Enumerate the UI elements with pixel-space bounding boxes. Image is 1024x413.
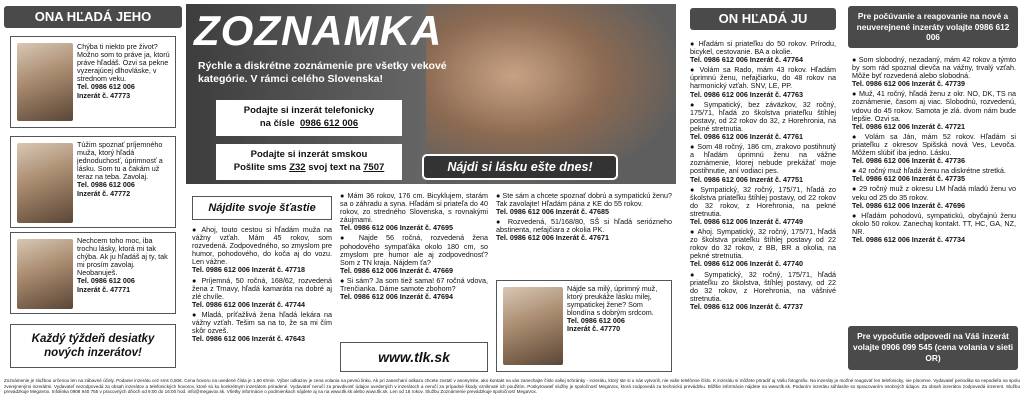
c3-ad-1-tel: Tel. 0986 612 006 Inzerát č. 47685: [496, 207, 609, 217]
fr-ad-3-text: ● Volám sa Ján, mám 52 rokov. Hľadám si priateľku z okresov Spišská nová Ves, Levoča. Môžem slúbiť iba jedno. Lásku.: [852, 131, 1016, 158]
c2-ad-1-text: ● Mám 36 rokov, 176 cm. Bicyklujem, starám sa o záhradu a syna. Hľadám si priateľa do 40 rokov, zo stredného Slovenska, s rovnakými záujmami.: [340, 191, 488, 225]
c1-ad-3-tel: Tel. 0986 612 006 Inzerát č. 47643: [192, 334, 305, 344]
sms-order-box: [216, 144, 402, 180]
left-ad-1-tel: Tel. 0986 612 006: [77, 82, 135, 92]
left-ad-1-text: Chýba ti niekto pre život? Možno som to práve ja, ktorú práve hľadáš. Ozvi sa pekne vyzerajúcej dlhovláske, v strednom veku.: [77, 42, 170, 84]
c1-ad-3-text: ● Mladá, príťažlivá žena hľadá lekára na vážny vzťah. Tešim sa na to, že sa mi čím skôr ozveš.: [192, 309, 332, 336]
c3-ad-2-tel: Tel. 0986 612 006 Inzerát č. 47671: [496, 233, 609, 243]
r-ad-2-text: ● Volám sa Rado, mám 43 rokov. Hľadám úprimnú ženu, nefajčiarku, do 48 rokov na harmonický vzťah. SNV, LE, PP.: [690, 65, 836, 91]
banner-subtitle: Rýchle a diskrétne zoznámenie pre všetky vekové kategórie. V rámci celého Slovenska!: [198, 60, 447, 85]
r-ad-1-tel: Tel. 0986 612 006 Inzerát č. 47764: [690, 55, 803, 65]
c1-ad-1-text: ● Ahoj, touto cestou si hľadám muža na vážny vzťah. Mám 45 rokov, som rozvedená. Zodpovedného, so zmyslom pre humor, pohodového, do koča aj do vozu. Len vážne.: [192, 225, 332, 267]
legal-footer: Zoznámenie je službou určenou len na zábavné účely. Podanie inzerátu cez sms 0,50€. Cena hovoru na uvedené čísla je 1,60 €/min. Výber odkazov je cena volania na pevnú linku. Ak pri zanechaní odkazu chcete zostať v anonymite, ako kontakt na vás zanechajte číslo vašej schránky - inzerátu, ktorý ste si u nás vytvorili, nie vaše telefónne číslo. K inzerátu si môžete priradiť aj Vašu fotografiu. Na inzeráty je možné reagovať len telefonicky, nie písomne. Vydavateľ periodika sa nepodieľa na spolu zverejnenými inzerátmi. Vydavateľ nezodpovedá za obsah inzerátov a telefonických hovorov, ktoré sú ku konkrétnym inzerátom priradené. Vydavateľ neručí za pravdivosť údajov uvedených v inzerátoch a neručí za prípadné škody vzniknuté ich použitím. Poskytovateľ služby je spoločnosť MegaVox, ktorá zodpovedá za technickú prevádzku. Bližšie informácie nájdete na www.tlk.sk. Podaním inzerátu súhlasíte so spracovaním osobných údajov. Za obsah inzerátov zodpovedá inzerent. Službu prevádzkuje MegaVox. Infolinka 0908 940 755 v pracovných dňoch od 9:00 do 16:00 hod. info@megavox.sk. Všetky informácie o podmienkach nájdete aj na na www.tlk.sk alebo www.tlk.sk. Len od 18 rokov. Službu Zoznámenie prevádzkuje spoločnosť MegaVox.: [4, 378, 1020, 395]
c1-ad-1-tel: Tel. 0986 612 006 Inzerát č. 47718: [192, 265, 305, 275]
r-ad-5-tel: Tel. 0986 612 006 Inzerát č. 47749: [690, 216, 803, 226]
c3-ad-2-text: ● Rozvedená, 51/168/80, SŠ si hľadá seriózneho abstinenta, nefajčiara z okolia PK.: [496, 217, 672, 235]
center-heading: Nájdite svoje šťastie: [208, 202, 316, 214]
woman-photo-2: [17, 143, 73, 223]
sms-number: 7507: [363, 162, 385, 173]
left-ad-3-tel: Tel. 0986 612 006: [77, 276, 135, 286]
c1-ad-2-text: ● Príjemná, 50 ročná, 168/62, rozvedená žena z Trnavy, hľadá kamaráta na dobré aj zlé chvíle.: [192, 275, 332, 301]
left-ad-2-tel: Tel. 0986 612 006: [77, 180, 135, 190]
r-ad-2-tel: Tel. 0986 612 006 Inzerát č. 47763: [690, 89, 803, 99]
r-ad-6-tel: Tel. 0986 612 006 Inzerát č. 47740: [690, 259, 803, 269]
banner-title: ZOZNAMKA: [194, 7, 443, 54]
left-promo-text: Každý týždeň desiatky nových inzerátov!: [31, 333, 155, 359]
website-box: [340, 342, 488, 372]
left-ad-3: [10, 232, 176, 314]
r-ad-1-text: ● Hľadám si priateľku do 50 rokov. Prírodu, bicykel, cestovanie. BA a okolie.: [690, 39, 836, 57]
c3-ad-1-text: ● Ste sám a chcete spoznať dobrú a sympatickú ženu? Tak zavolajte! Hľadám pána z KE do 55 rokov.: [496, 191, 672, 209]
fr-ad-2-text: ● Muž, 41 ročný, hľadá ženu z okr. NO, DK, TS na zoznámenie, časom aj viac. Slobodnú, rozvedenú, vdovu do 45 rokov. Samota je zlá. dvom nám bude lepšie. Ozvi sa.: [852, 89, 1016, 123]
r-ad-7-text: ● Sympatický, 32 ročný, 175/71, hľadá priateľku zo školstva, štíhlej postavy, od 22 do 32 rokov, z Horehronia, na vášnivé stretnutia.: [690, 269, 836, 303]
center-photo-ad: [496, 280, 672, 372]
website-link[interactable]: www.tlk.sk: [378, 349, 450, 365]
sms-code: Z32: [289, 162, 306, 173]
center-column-2: [340, 192, 488, 303]
right-column-header: ON HĽADÁ JU: [690, 8, 836, 30]
center-heading-box: [192, 196, 332, 220]
r-ad-3-text: ● Sympatický, bez záväzkov, 32 ročný, 175/71, hľadá zo školstva priateľku štíhlej postavy, od 22 rokov do 32, z Horehronia, na pekné stretnutia.: [690, 99, 836, 133]
fr-ad-1-text: ● Som slobodný, nezadaný, mám 42 rokov a týmto by som rád spoznal dievča na vážny, trvalý vzťah. Môže byť rozvedená alebo slobodná.: [852, 55, 1016, 81]
fr-ad-5-text: ● 29 ročný muž z okresu LM hľadá mladú ženu vo veku od 25 do 35 rokov.: [852, 184, 1016, 202]
c1-ad-2-tel: Tel. 0986 612 006 Inzerát č. 47744: [192, 299, 305, 309]
r-ad-3-tel: Tel. 0986 612 006 Inzerát č. 47761: [690, 132, 803, 142]
banner-slogan: Nájdi si lásku ešte dnes!: [422, 154, 618, 180]
r-ad-6-text: ● Ahoj. Sympatický, 32 ročný, 175/71, hľadá zo školstva priateľku štíhlej postavy od 22 rokov do 32 rokov, z BB, BR a okolia, na pekné stretnutia.: [690, 227, 836, 261]
fr-ad-4-tel: Tel. 0986 612 006 Inzerát č. 47735: [852, 174, 965, 184]
r-ad-4-tel: Tel. 0986 612 006 Inzerát č. 47751: [690, 174, 803, 184]
center-photo-ad-text: Nájde sa milý, úprimný muž, ktorý preukáže lásku milej, sympatickej žene? Som blondína s dobrým srdcom.: [567, 284, 658, 318]
center-column-1: [192, 226, 332, 345]
left-ad-2: [10, 136, 176, 228]
sms-order-line2a: Pošlite sms: [233, 162, 287, 173]
far-right-header: Pre počúvanie a reagovanie na nové a neuverejnené inzeráty volajte 0986 612 006: [848, 6, 1018, 48]
fr-ad-4-text: ● 42 ročný muž hľadá ženu na diskrétne stretká.: [852, 166, 1006, 176]
woman-photo-1: [17, 43, 73, 121]
c2-ad-3-text: ● Si sám? Ja som tiež sama! 67 ročná vdova, Trenčianka. Dáme samote zbohom?: [340, 275, 488, 294]
left-ad-3-text: Nechcem toho moc, iba trochu lásky, ktorá mi tak chýba. Ak ju hľadáš aj ty, tak mi prosím zavolaj. Neobanuješ.: [77, 236, 168, 278]
far-right-footer-box: Pre vypočutie odpovedí na Váš inzerát volajte 0906 099 545 (cena volania v sieti OR): [848, 326, 1018, 370]
fr-ad-5-tel: Tel. 0986 612 006 Inzerát č. 47696: [852, 200, 965, 210]
r-ad-4-text: ● Som 48 ročný, 186 cm, zrakovo postihnutý a hľadám úprimnú ženu na vážne zoznámenie, ktorej nebude prekážať moje postihnutie, aní vodiaci pes.: [690, 142, 836, 176]
phone-order-line1: Podajte si inzerát telefonicky: [243, 105, 375, 116]
woman-photo-3: [17, 239, 73, 309]
center-column-3: [496, 192, 672, 245]
woman-photo-4: [503, 287, 563, 365]
sms-order-line2b: svoj text na: [308, 162, 361, 173]
far-right-ads: [852, 56, 1016, 246]
r-ad-7-tel: Tel. 0986 612 006 Inzerát č. 47737: [690, 301, 803, 311]
center-photo-ad-code: Inzerát č. 47770: [567, 324, 621, 334]
left-ad-2-code: Inzerát č. 47772: [77, 188, 131, 198]
zoznamka-banner: [186, 4, 676, 184]
phone-order-number: 0986 612 006: [300, 118, 359, 129]
left-column-header: ONA HĽADÁ JEHO: [4, 6, 182, 28]
left-promo-box: [10, 324, 176, 368]
phone-order-line2: na čísle: [259, 118, 295, 129]
fr-ad-2-tel: Tel. 0986 612 006 Inzerát č. 47721: [852, 121, 965, 131]
fr-ad-6-tel: Tel. 0986 612 006 Inzerát č. 47734: [852, 234, 965, 244]
left-ad-3-code: Inzerát č. 47771: [77, 284, 131, 294]
left-ad-2-text: Túžim spoznať príjemného muža, ktorý hľadá jednoduchosť, úprimnosť a lásku. Som tu a čakám už teraz na teba. Zavolaj.: [77, 140, 163, 182]
r-ad-5-text: ● Sympatický, 32 ročný, 175/71, hľadá zo školstva priateľku štíhlej postavy, od 22 rokov do 32 rokov, z Horehronia, na pekné stretnutia.: [690, 184, 836, 218]
fr-ad-3-tel: Tel. 0986 612 006 Inzerát č. 47736: [852, 156, 965, 166]
c2-ad-2-tel: Tel. 0986 612 006 Inzerát č. 47669: [340, 265, 453, 275]
fr-ad-1-tel: Tel. 0986 612 006 Inzerát č. 47739: [852, 79, 965, 89]
center-photo-ad-tel: Tel. 0986 612 006: [567, 316, 625, 326]
right-column-ads: [690, 40, 836, 313]
sms-order-line1: Podajte si inzerát smskou: [250, 149, 368, 160]
c2-ad-2-text: ● Najde 56 ročná, rozvedená žena pohodového sympaťáka okolo 180 cm, so zmyslom pre humor ale aj zodpovednosť? Som z TN kraja. Nájdem ťa?: [340, 233, 488, 267]
phone-order-box: [216, 100, 402, 136]
c2-ad-3-tel: Tel. 0986 612 006 Inzerát č. 47694: [340, 292, 453, 302]
left-ad-1: [10, 36, 176, 128]
left-ad-1-code: Inzerát č. 47773: [77, 90, 131, 100]
c2-ad-1-tel: Tel. 0986 612 006 Inzerát č. 47695: [340, 223, 453, 233]
fr-ad-6-text: ● Hľadám pohodovú, sympatickú, obyčajnú ženu okolo 50 rokov. Zanechaj kontakt. TT, HC, GA, NZ, NR.: [852, 210, 1016, 236]
